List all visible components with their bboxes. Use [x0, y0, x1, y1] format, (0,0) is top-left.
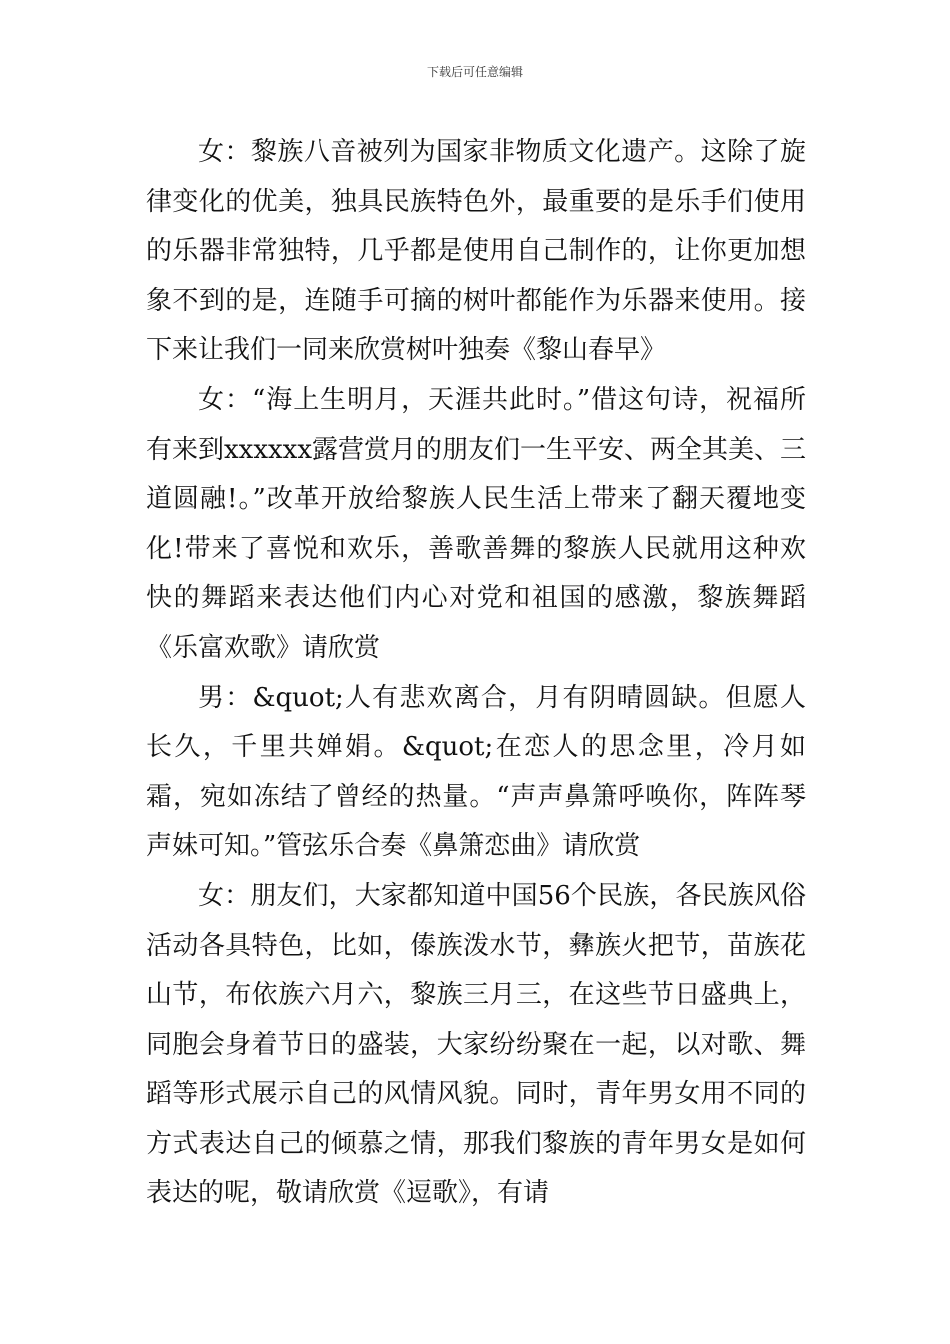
- document-body: [146, 128, 806, 1219]
- paragraph-3: 男：&quot;人有悲欢离合，月有阴晴圆缺。但愿人长久，千里共婵娟。&quot;在恋人的思念里，冷月如霜，宛如冻结了曾经的热量。“声声鼻箫呼唤你，阵阵琴声妹可知。”管弦乐合奏《鼻箫恋曲》请欣赏: [146, 682, 806, 862]
- page-header: 下载后可任意编辑: [426, 65, 523, 79]
- paragraph-1: 女：黎族八音被列为国家非物质文化遗产。这除了旋律变化的优美，独具民族特色外，最重要的是乐手们使用的乐器非常独特，几乎都是使用自己制作的，让你更加想象不到的是，连随手可摘的树叶都能作为乐器来使用。接下来让我们一同来欣赏树叶独奏《黎山春早》: [146, 137, 806, 366]
- paragraph-4: 女：朋友们，大家都知道中国56个民族，各民族风俗活动各具特色，比如，傣族泼水节，彝族火把节，苗族花山节，布依族六月六，黎族三月三，在这些节日盛典上，同胞会身着节日的盛装，大家纷纷聚在一起，以对歌、舞蹈等形式展示自己的风情风貌。同时，青年男女用不同的方式表达自己的倾慕之情，那我们黎族的青年男女是如何表达的呢，敬请欣赏《逗歌》，有请: [146, 880, 806, 1209]
- paragraph-2: 女：“海上生明月，天涯共此时。”借这句诗，祝福所有来到xxxxxx露营赏月的朋友们一生平安、两全其美、三道圆融!。”改革开放给黎族人民生活上带来了翻天覆地变化!带来了喜悦和欢乐，善歌善舞的黎族人民就用这种欢快的舞蹈来表达他们内心对党和祖国的感激，黎族舞蹈《乐富欢歌》请欣赏: [146, 384, 806, 663]
